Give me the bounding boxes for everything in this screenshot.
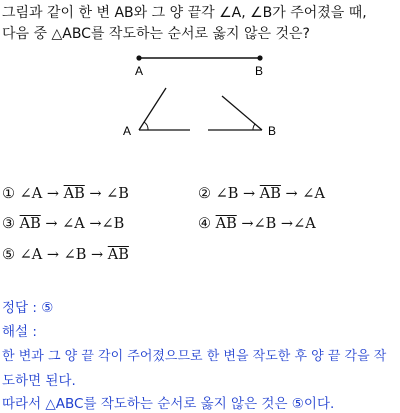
angle-a-ray-2 [139, 88, 166, 130]
option-2-post: → ∠A [285, 186, 325, 202]
point-b [257, 55, 262, 60]
angle-b-label: B [268, 124, 277, 138]
point-a [136, 55, 141, 60]
answer-label: 정답 : ⑤ [2, 300, 54, 316]
option-3-post: → ∠A →∠B [45, 216, 125, 232]
option-1-pre: ∠A → [19, 186, 59, 202]
construction-figure [0, 0, 400, 150]
question-line-1: 그림과 같이 한 변 AB와 그 양 끝각 ∠A, ∠B가 주어졌을 때, [2, 5, 367, 21]
option-3-segment: $\overline{AB}$ [19, 216, 41, 232]
option-4-number: ④ [198, 216, 211, 232]
option-2-number: ② [198, 186, 211, 202]
angle-a-arc [144, 122, 148, 130]
explanation-line-1: 한 변과 그 양 끝 각이 주어졌으므로 한 변을 작도한 후 양 끝 각을 작 [2, 349, 387, 364]
angle-b-arc [253, 124, 255, 130]
option-5-number: ⑤ [2, 247, 15, 263]
option-5 [2, 245, 129, 265]
option-5-segment: $\overline{AB}$ [107, 247, 129, 263]
option-1-segment: $\overline{AB}$ [63, 186, 85, 202]
option-5-pre: ∠A → ∠B → [19, 247, 104, 263]
option-2 [198, 184, 325, 204]
question-line-2: 다음 중 △ABC를 작도하는 순서로 옳지 않은 것은? [2, 26, 310, 42]
option-1-number: ① [2, 186, 15, 202]
option-4 [198, 214, 316, 234]
option-2-pre: ∠B → [215, 186, 256, 202]
option-3-number: ③ [2, 216, 15, 232]
explanation-line-2: 도하면 된다. [2, 373, 76, 389]
segment-label-a: A [135, 64, 144, 78]
option-1-post: → ∠B [89, 186, 129, 202]
option-2-segment: $\overline{AB}$ [259, 186, 281, 202]
explanation-label: 해설 : [2, 324, 37, 340]
option-4-segment: $\overline{AB}$ [215, 216, 237, 232]
angle-b-ray-2 [222, 96, 262, 130]
option-4-post: →∠B →∠A [241, 216, 316, 232]
angle-a-label: A [123, 124, 132, 138]
segment-label-b: B [255, 64, 264, 78]
option-3 [2, 214, 124, 234]
explanation-line-3: 따라서 △ABC를 작도하는 순서로 옳지 않은 것은 ⑤이다. [2, 396, 335, 412]
option-1 [2, 184, 129, 204]
